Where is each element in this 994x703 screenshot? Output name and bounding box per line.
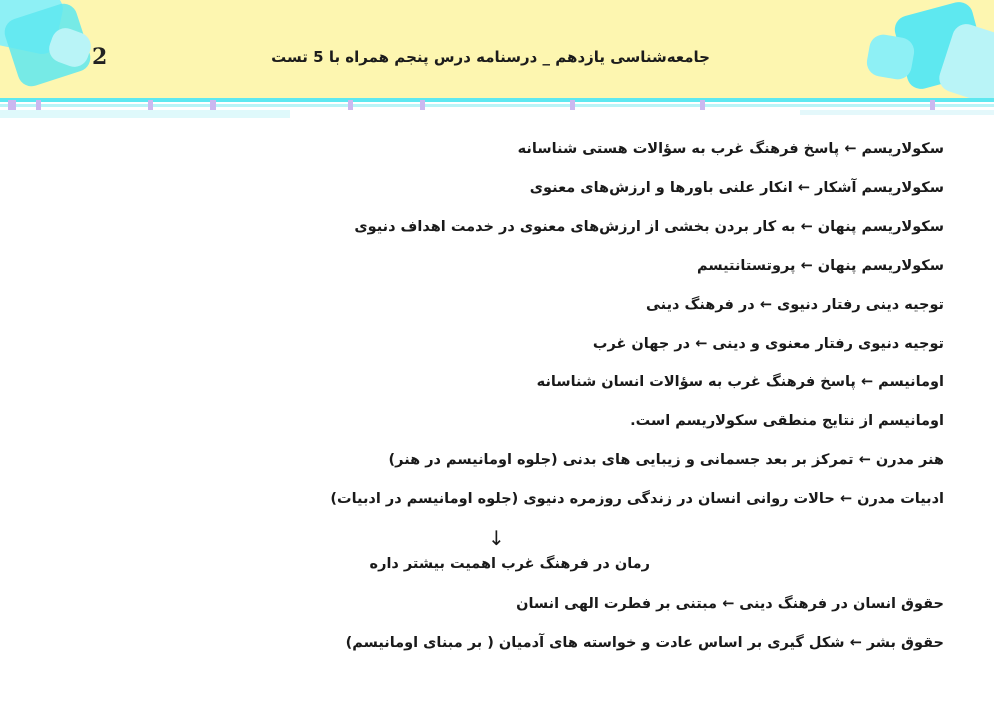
note-line: سکولاریسم آشکار ← انکار علنی باورها و ارزش‌های معنوی: [529, 180, 944, 196]
page-title: جامعه‌شناسی یازدهم _ درسنامه درس پنجم همراه با 5 تست: [271, 48, 710, 66]
header-stripes: [0, 96, 994, 122]
note-line: سکولاریسم پنهان ← به کار بردن بخشی از ارزش‌های معنوی در خدمت اهداف دنیوی: [354, 219, 944, 235]
page-number: 2: [92, 44, 108, 70]
note-line: اومانیسم از نتایج منطقی سکولاریسم است.: [630, 413, 944, 429]
note-line: اومانیسم ← پاسخ فرهنگ غرب به سؤالات انسان شناسانه: [536, 374, 944, 390]
note-line: ادبیات مدرن ← حالات روانی انسان در زندگی روزمره دنیوی (جلوه اومانیسم در ادبیات): [330, 491, 944, 507]
note-line: حقوق بشر ← شکل گیری بر اساس عادت و خواسته های آدمیان ( بر مبنای اومانیسم): [345, 635, 944, 651]
novel-note: رمان در فرهنگ غرب اهمیت بیشتر داره: [369, 556, 650, 572]
down-arrow: ↓: [488, 526, 505, 550]
note-line: هنر مدرن ← تمرکز بر بعد جسمانی و زیبایی های بدنی (جلوه اومانیسم در هنر): [388, 452, 944, 468]
note-line: سکولاریسم پنهان ← پروتستانتیسم: [697, 258, 944, 274]
note-line: توجیه دنیوی رفتار معنوی و دینی ← در جهان غرب: [592, 336, 944, 352]
note-line: حقوق انسان در فرهنگ دینی ← مبتنی بر فطرت الهی انسان: [516, 596, 944, 612]
note-line: توجیه دینی رفتار دنیوی ← در فرهنگ دینی: [646, 297, 944, 313]
decorative-shape: [865, 32, 917, 81]
note-line: سکولاریسم ← پاسخ فرهنگ غرب به سؤالات هستی شناسانه: [517, 141, 944, 157]
